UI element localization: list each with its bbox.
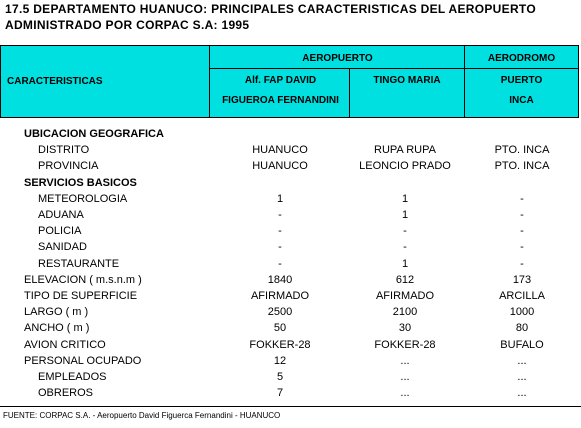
row-label: ADUANA [38,209,84,221]
row-value: BUFALO [500,338,544,351]
row-label: DISTRITO [38,144,90,157]
table-row [0,126,581,142]
row-value: 1 [401,257,409,270]
row-value: - [278,209,282,221]
table-title-line-1: 17.5 DEPARTAMENTO HUANUCO: PRINCIPALES CARACTERISTICAS DEL AEROPUERTO [5,2,536,16]
table-row [0,142,581,158]
row-value: 12 [273,354,287,367]
row-value: FOKKER-28 [374,338,436,351]
table-row [0,304,581,320]
row-value: - [403,241,407,254]
row-value: - [278,241,282,254]
header-col1-line2: FIGUEROA FERNANDINI [222,95,339,106]
header-col3-line2: INCA [509,95,534,106]
row-value: 1 [401,192,409,205]
row-label: POLICIA [38,225,82,238]
row-label: ANCHO ( m ) [24,322,90,335]
table-row [0,272,581,288]
row-label: UBICACION GEOGRAFICA [24,128,164,140]
row-value: 1 [276,192,284,205]
row-value: ... [400,354,410,367]
table-title-line-2: ADMINISTRADO POR CORPAC S.A: 1995 [5,18,250,32]
row-value: 80 [515,322,529,335]
row-value: ... [517,354,527,367]
row-value: - [278,257,282,270]
row-value: 1 [401,209,409,221]
table-row [0,369,581,385]
header-caracteristicas: CARACTERISTICAS [7,76,103,87]
row-value: HUANUCO [252,160,308,173]
table-row [0,320,581,336]
row-value: ... [517,387,527,400]
row-value: 612 [395,273,415,286]
row-label: METEOROLOGIA [38,192,128,205]
row-value: 30 [398,322,412,335]
row-value: FOKKER-28 [249,338,311,351]
row-value: - [520,225,524,238]
table-row [0,191,581,207]
row-value: AFIRMADO [375,290,435,302]
row-value: - [520,241,524,254]
row-value: 50 [273,322,287,335]
row-value: ... [400,387,410,400]
row-label: EMPLEADOS [38,371,107,383]
row-label: PERSONAL OCUPADO [24,354,142,367]
row-value: RUPA RUPA [374,144,436,157]
row-label: LARGO ( m ) [24,306,89,319]
table-row [0,385,581,401]
header-aerodromo: AERODROMO [487,53,556,64]
row-value: 7 [276,387,284,400]
row-value: PTO. INCA [494,160,550,173]
row-label: RESTAURANTE [38,257,120,270]
header-col1-line1: Alf. FAP DAVID [244,75,317,86]
row-value: 173 [512,273,532,286]
row-value: - [520,192,524,205]
row-value: HUANUCO [252,144,308,157]
row-value: 2500 [267,306,293,319]
table-row [0,223,581,239]
row-value: - [520,257,524,270]
row-label: TIPO DE SUPERFICIE [24,290,138,302]
row-value: ... [517,371,527,383]
row-label: SANIDAD [38,241,87,254]
table-row [0,175,581,191]
row-label: AVION CRITICO [24,338,106,351]
row-value: 5 [276,371,284,383]
row-label: ELEVACION ( m.s.n.m ) [24,273,142,286]
row-value: PTO. INCA [494,144,550,157]
table-row [0,337,581,353]
table-row [0,207,581,223]
row-value: ARCILLA [499,290,545,302]
header-col3-line1: PUERTO [500,75,543,86]
table-row [0,158,581,174]
row-value: 1000 [509,306,535,319]
row-value: 2100 [392,306,418,319]
header-col2: TINGO MARIA [373,75,441,86]
bottom-divider [0,406,581,407]
table-row [0,256,581,272]
row-label: PROVINCIA [38,160,99,173]
row-label: OBREROS [38,387,94,400]
table-row [0,288,581,304]
source-note: FUENTE: CORPAC S.A. - Aeropuerto David Figuerca Fernandini - HUANUCO [3,411,281,420]
row-value: 1840 [267,273,293,286]
row-value: LEONCIO PRADO [359,160,451,173]
row-value: AFIRMADO [250,290,310,302]
table-row [0,239,581,255]
row-value: - [278,225,282,238]
row-value: ... [400,371,410,383]
header-aeropuerto: AEROPUERTO [302,53,373,64]
row-label: SERVICIOS BASICOS [24,176,137,189]
table-row [0,353,581,369]
row-value: - [403,225,407,238]
table-header [0,45,579,118]
row-value: - [520,209,524,221]
